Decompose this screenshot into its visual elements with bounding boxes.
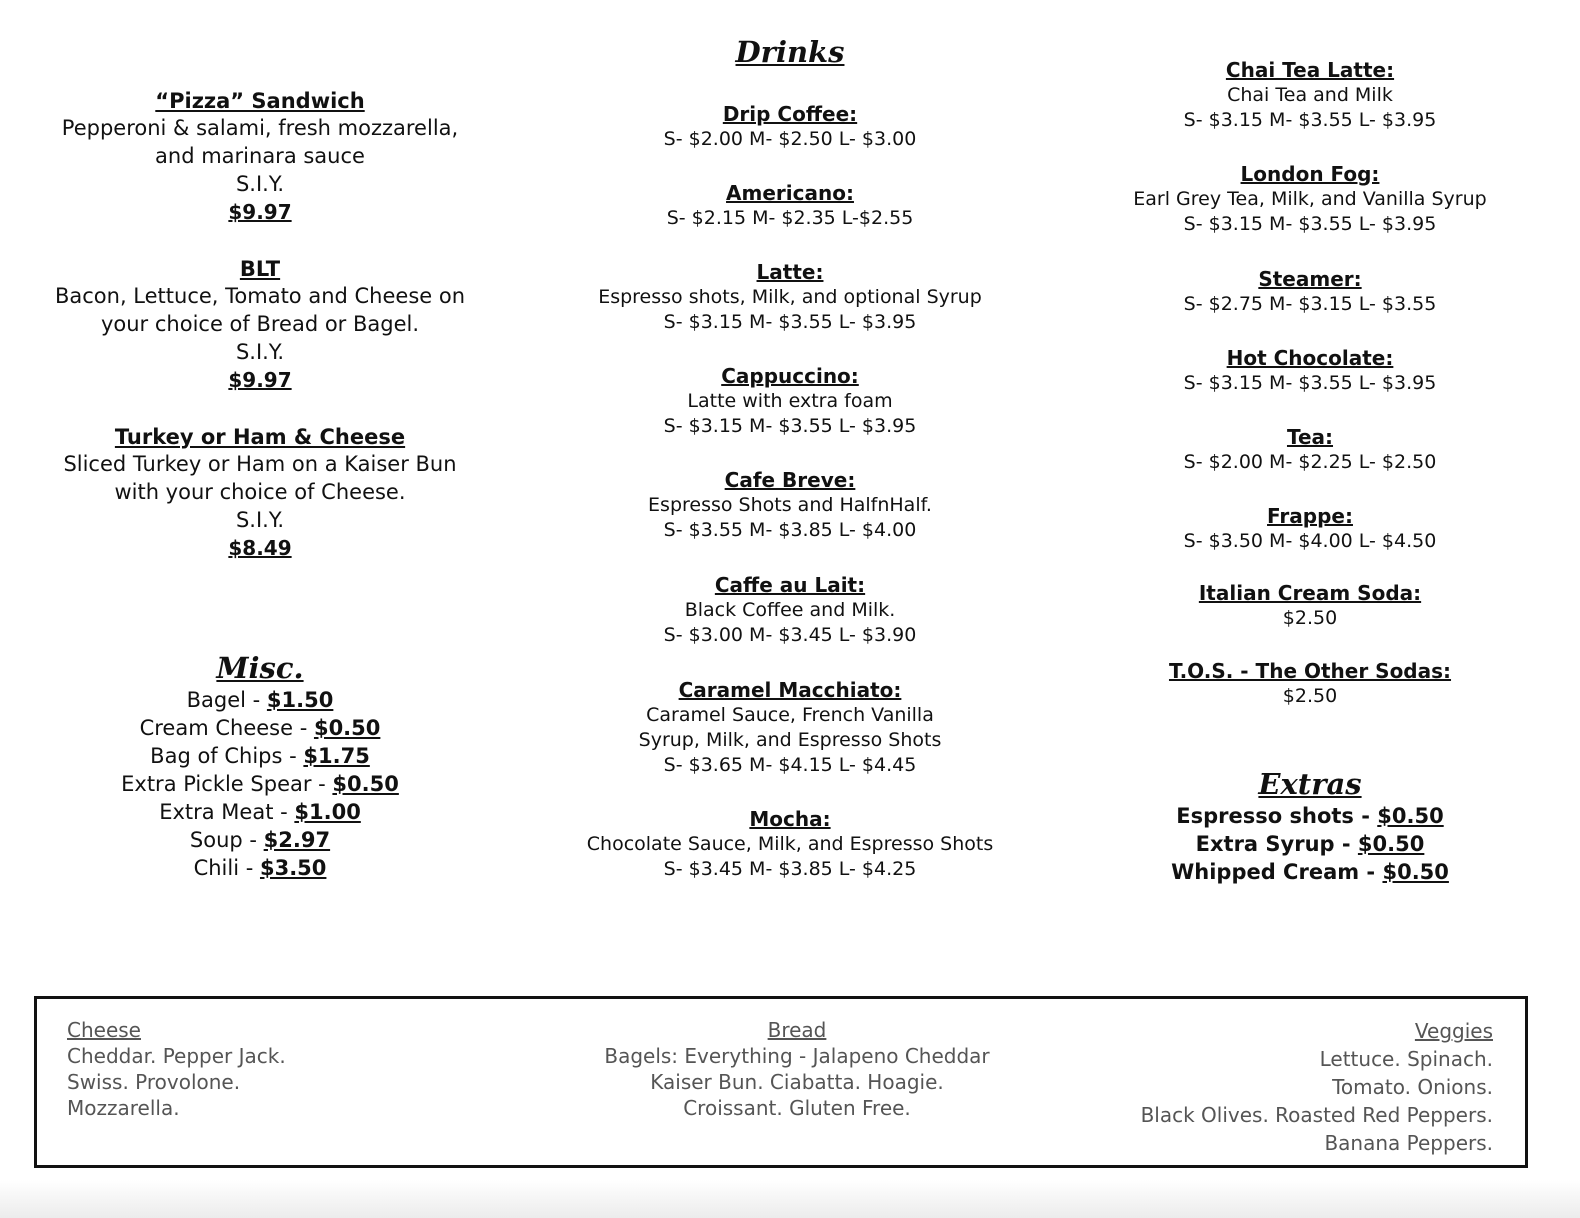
item-name: Mocha: — [749, 807, 831, 831]
item-sizes: S- $3.00 M- $3.45 L- $3.90 — [663, 624, 917, 646]
menu-item-cappuccino — [545, 363, 1035, 439]
extras-price: $0.50 — [1357, 832, 1425, 856]
menu-item-chai-tea-latte — [1090, 57, 1530, 133]
list-item — [20, 798, 500, 826]
item-sizes: S- $3.15 M- $3.55 L- $3.95 — [663, 415, 917, 437]
item-description: Chai Tea and Milk — [1227, 84, 1393, 106]
menu-item-frappe — [1090, 503, 1530, 554]
item-name: London Fog: — [1240, 162, 1380, 186]
menu-item-italian-cream-soda — [1090, 580, 1530, 631]
item-sizes: S- $3.55 M- $3.85 L- $4.00 — [663, 519, 917, 541]
item-sizes: S- $3.45 M- $3.85 L- $4.25 — [663, 858, 917, 880]
misc-label: Bag of Chips - — [150, 744, 304, 768]
veggies-options — [1141, 1017, 1493, 1157]
item-description: Sliced Turkey or Ham on a Kaiser Bun — [63, 452, 457, 476]
item-description: Caramel Sauce, French Vanilla — [646, 704, 934, 726]
item-description: Chocolate Sauce, Milk, and Espresso Shots — [586, 833, 994, 855]
menu-item-turkey-ham — [20, 424, 500, 562]
cheese-line: Swiss. Provolone. — [67, 1070, 241, 1094]
item-sizes: S- $3.65 M- $4.15 L- $4.45 — [663, 754, 917, 776]
misc-label: Extra Pickle Spear - — [121, 772, 333, 796]
veggies-line: Black Olives. Roasted Red Peppers. — [1140, 1103, 1493, 1127]
list-item — [1090, 858, 1530, 886]
misc-label: Cream Cheese - — [139, 716, 314, 740]
misc-price: $1.50 — [266, 688, 334, 712]
item-sizes: S- $3.15 M- $3.55 L- $3.95 — [1183, 213, 1437, 235]
bread-line: Croissant. Gluten Free. — [683, 1096, 911, 1120]
item-price: $8.49 — [228, 536, 292, 560]
bread-line: Bagels: Everything - Jalapeno Cheddar — [604, 1044, 990, 1068]
menu-item-pizza-sandwich — [20, 88, 500, 226]
veggies-line: Tomato. Onions. — [1332, 1075, 1493, 1099]
menu-item-steamer — [1090, 266, 1530, 317]
item-name: Caffe au Lait: — [714, 573, 866, 597]
item-name: Chai Tea Latte: — [1225, 58, 1395, 82]
item-name: Americano: — [726, 181, 854, 205]
item-sizes: S- $3.15 M- $3.55 L- $3.95 — [1183, 109, 1437, 131]
item-name: Cafe Breve: — [724, 468, 856, 492]
extras-label: Whipped Cream - — [1171, 860, 1383, 884]
extras-price: $0.50 — [1382, 860, 1449, 884]
item-description: Pepperoni & salami, fresh mozzarella, — [61, 116, 459, 140]
misc-price: $3.50 — [259, 856, 327, 880]
misc-price: $2.97 — [263, 828, 331, 852]
options-box — [34, 996, 1528, 1168]
veggies-line: Banana Peppers. — [1324, 1131, 1493, 1155]
cheese-options — [67, 1017, 286, 1121]
item-name: Cappuccino: — [721, 364, 859, 388]
veggies-line: Lettuce. Spinach. — [1319, 1047, 1493, 1071]
extras-list — [1090, 802, 1530, 886]
misc-price: $0.50 — [313, 716, 381, 740]
item-name: Steamer: — [1258, 267, 1362, 291]
item-description: with your choice of Cheese. — [114, 480, 406, 504]
item-name: T.O.S. - The Other Sodas: — [1168, 659, 1452, 683]
item-sizes: S- $2.15 M- $2.35 L-$2.55 — [666, 207, 914, 229]
misc-list — [20, 686, 500, 882]
item-name: Italian Cream Soda: — [1198, 581, 1422, 605]
item-sizes: S- $2.00 M- $2.50 L- $3.00 — [663, 128, 917, 150]
list-item — [1090, 802, 1530, 830]
menu-item-caffe-au-lait — [545, 572, 1035, 648]
item-price: $9.97 — [228, 200, 292, 224]
misc-price: $1.75 — [303, 744, 370, 768]
item-note: S.I.Y. — [235, 172, 285, 196]
item-sizes: S- $2.00 M- $2.25 L- $2.50 — [1183, 451, 1437, 473]
veggies-heading: Veggies — [1414, 1019, 1493, 1043]
item-name: Caramel Macchiato: — [678, 678, 902, 702]
item-name: Drip Coffee: — [722, 102, 858, 126]
menu-item-london-fog — [1090, 161, 1530, 237]
extras-label: Extra Syrup - — [1195, 832, 1358, 856]
misc-label: Chili - — [193, 856, 260, 880]
item-sizes: S- $3.50 M- $4.00 L- $4.50 — [1183, 530, 1437, 552]
item-description: Syrup, Milk, and Espresso Shots — [638, 729, 942, 751]
bread-options — [497, 1017, 1097, 1121]
drinks-heading: Drinks — [735, 35, 845, 69]
list-item — [1090, 830, 1530, 858]
menu-item-americano — [545, 180, 1035, 231]
item-sizes: S- $3.15 M- $3.55 L- $3.95 — [1183, 372, 1437, 394]
misc-price: $0.50 — [332, 772, 399, 796]
menu-item-drip-coffee — [545, 101, 1035, 152]
item-description: your choice of Bread or Bagel. — [100, 312, 420, 336]
extras-label: Espresso shots - — [1176, 804, 1378, 828]
item-name: Hot Chocolate: — [1226, 346, 1394, 370]
item-sizes: S- $2.75 M- $3.15 L- $3.55 — [1183, 293, 1437, 315]
menu-item-mocha — [545, 806, 1035, 882]
bread-heading: Bread — [767, 1018, 827, 1042]
extras-heading: Extras — [1258, 767, 1362, 801]
item-note: S.I.Y. — [235, 340, 285, 364]
item-description: Espresso shots, Milk, and optional Syrup — [598, 286, 982, 308]
item-note: S.I.Y. — [235, 508, 285, 532]
item-description: and marinara sauce — [155, 144, 365, 168]
menu-item-blt — [20, 256, 500, 394]
bread-line: Kaiser Bun. Ciabatta. Hoagie. — [650, 1070, 944, 1094]
menu-item-other-sodas — [1090, 658, 1530, 709]
extras-price: $0.50 — [1377, 804, 1444, 828]
cheese-heading: Cheese — [67, 1018, 141, 1042]
list-item — [20, 742, 500, 770]
misc-label: Soup - — [189, 828, 264, 852]
item-sizes: $2.50 — [1282, 685, 1338, 707]
item-description: Latte with extra foam — [687, 390, 893, 412]
list-item — [20, 770, 500, 798]
misc-label: Extra Meat - — [159, 800, 295, 824]
menu-item-hot-chocolate — [1090, 345, 1530, 396]
item-sizes: S- $3.15 M- $3.55 L- $3.95 — [663, 311, 917, 333]
menu-item-tea — [1090, 424, 1530, 475]
item-price: $9.97 — [228, 368, 292, 392]
item-name: Tea: — [1286, 425, 1334, 449]
item-description: Black Coffee and Milk. — [684, 599, 896, 621]
item-description: Bacon, Lettuce, Tomato and Cheese on — [54, 284, 466, 308]
menu-item-latte — [545, 259, 1035, 335]
cheese-line: Cheddar. Pepper Jack. — [67, 1044, 286, 1068]
menu-item-caramel-macchiato — [545, 677, 1035, 778]
page-bottom-edge — [0, 1180, 1580, 1218]
menu-item-cafe-breve — [545, 467, 1035, 543]
item-name: BLT — [239, 257, 281, 281]
item-description: Earl Grey Tea, Milk, and Vanilla Syrup — [1133, 188, 1487, 210]
list-item — [20, 714, 500, 742]
list-item — [20, 826, 500, 854]
item-name: Frappe: — [1267, 504, 1353, 528]
misc-heading: Misc. — [216, 651, 304, 685]
list-item — [20, 854, 500, 882]
item-description: Espresso Shots and HalfnHalf. — [648, 494, 932, 516]
misc-price: $1.00 — [294, 800, 361, 824]
cheese-line: Mozzarella. — [67, 1096, 180, 1120]
item-name: Latte: — [756, 260, 824, 284]
list-item — [20, 686, 500, 714]
item-name: Turkey or Ham & Cheese — [114, 425, 406, 449]
item-name: “Pizza” Sandwich — [155, 89, 365, 113]
misc-label: Bagel - — [186, 688, 267, 712]
item-sizes: $2.50 — [1282, 607, 1338, 629]
